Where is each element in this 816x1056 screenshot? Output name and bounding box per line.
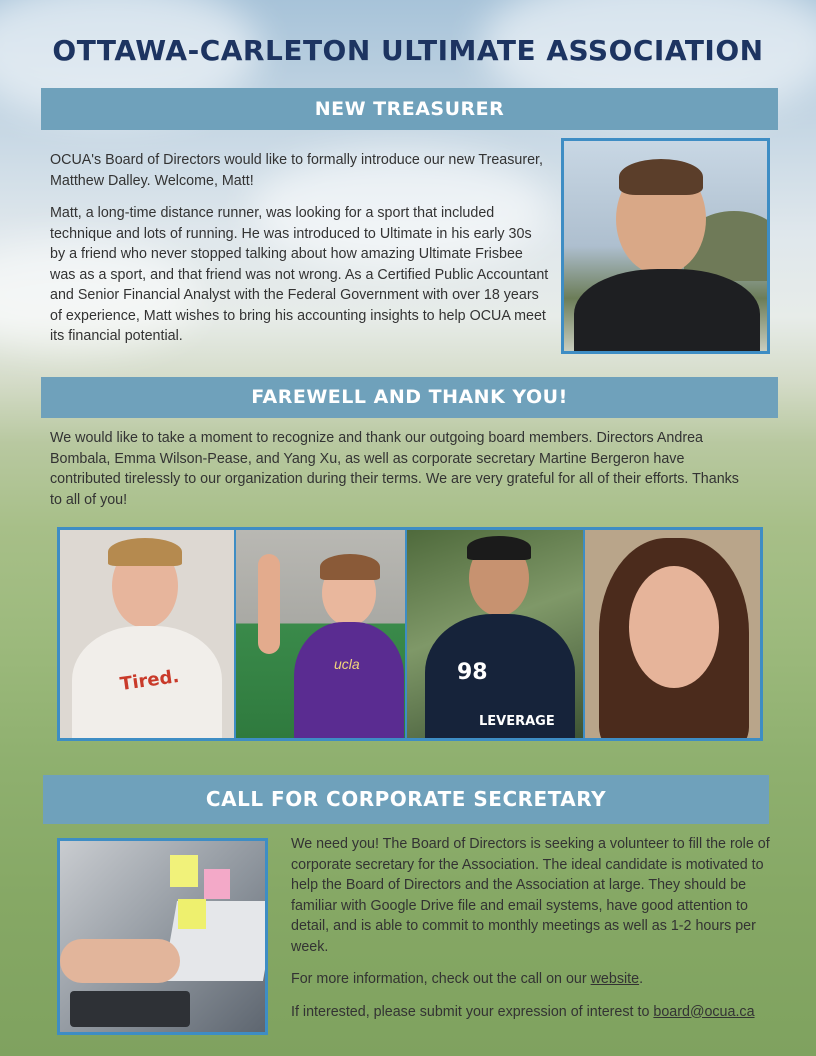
hand: [60, 939, 180, 983]
treasurer-intro: OCUA's Board of Directors would like to formally introduce our new Treasurer, Matthew Dalley. Welcome, Matt!: [50, 152, 543, 189]
board-member-photo-1: [60, 530, 234, 738]
sticky-note-pink: [204, 869, 230, 899]
shirt-text: Tired.: [118, 665, 181, 696]
sticky-notes-photo: [57, 838, 268, 1035]
treasurer-bio: Matt, a long-time distance runner, was looking for a sport that included technique and lots of running. He was introduced to Ultimate in his early 30s by a friend who never stopped talking about how amazing Ultimate Frisbee was as a sport, and that friend was not wrong. As a Certified Public Accountant and Senior Financial Analyst with the Federal Government with over 18 years of experience, Matt wishes to bring his accounting insights to help OCUA meet its financial potential.: [50, 205, 549, 344]
website-link[interactable]: website: [590, 971, 640, 987]
farewell-text: We would like to take a moment to recognize and thank our outgoing board members. Directors Andrea Bombala, Emma Wilson-Pease, and Yang Xu, as well as corporate secretary Martine Bergeron have contributed tirelessly to our organization during their terms. We are very grateful for all of their efforts. Thanks to all of you!: [50, 430, 739, 508]
portrait-face: [629, 566, 719, 688]
portrait-shirt: [294, 622, 404, 738]
board-member-photo-2: [236, 530, 405, 738]
section-heading-secretary: CALL FOR CORPORATE SECRETARY: [43, 775, 769, 824]
section-heading-treasurer: NEW TREASURER: [41, 88, 778, 130]
raised-arm: [258, 554, 280, 654]
secretary-more-info: For more information, check out the call on our website.: [291, 971, 644, 987]
sticky-note-yellow: [170, 855, 198, 887]
secretary-submit: If interested, please submit your expression of interest to board@ocua.ca: [291, 1003, 755, 1020]
board-member-photo-4: [585, 530, 760, 738]
section-heading-farewell: FAREWELL AND THANK YOU!: [41, 377, 778, 418]
jersey-number: 98: [457, 660, 488, 685]
tablet: [70, 991, 190, 1027]
secretary-text: [291, 834, 771, 1034]
jersey-wordmark: LEVERAGE: [479, 714, 555, 729]
treasurer-photo: [561, 138, 770, 354]
board-member-photo-3: [407, 530, 583, 738]
page-title: OTTAWA-CARLETON ULTIMATE ASSOCIATION: [52, 34, 764, 67]
shirt-text: ucla: [334, 656, 360, 672]
portrait-jacket: [574, 269, 760, 354]
treasurer-text: [50, 150, 550, 359]
sticky-note-yellow: [178, 899, 206, 929]
secretary-description: We need you! The Board of Directors is seeking a volunteer to fill the role of corporate secretary for the Association. The ideal candidate is motivated to help the Board of Directors and the Association at large. They should be familiar with Google Drive file and email systems, have good attention to detail, and is able to commit to monthly meetings as well as 1-2 hours per week.: [291, 836, 770, 955]
board-photo-strip: [57, 527, 763, 741]
email-link[interactable]: board@ocua.ca: [653, 1003, 755, 1020]
